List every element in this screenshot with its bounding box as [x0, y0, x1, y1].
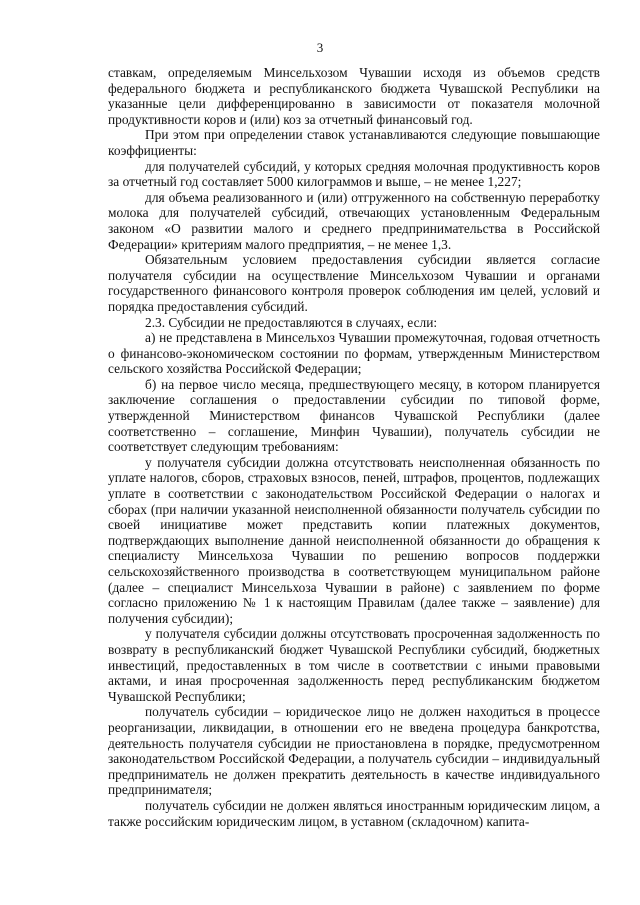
body-text — [108, 65, 600, 829]
paragraph-overdue-debt: у получателя субсидии должны отсутствовать просроченная задолженность по возврату в республиканский бюджет Чувашской Республики субсидий, бюджетных инвестиций, предоставленных в том числе в соответствии с иными правовыми актами, и иная просроченная задолженность перед республиканским бюджетом Чувашской Республики; — [108, 626, 600, 704]
paragraph-section-2-3: 2.3. Субсидии не предоставляются в случаях, если: — [145, 314, 438, 330]
paragraph-foreign-entity: получатель субсидии не должен являться иностранным юридическим лицом, а также российским юридическим лицом, в уставном (складочном) капита- — [108, 797, 600, 829]
page-number: 3 — [316, 40, 324, 55]
paragraph-coefficient-small-business: для объема реализованного и (или) отгруженного на собственную переработку молока для получателей субсидий, отвечающих установленным Федеральным законом «О развитии малого и среднего предпринимательства в Российской Федерации» критериям малого предприятия, – не менее 1,3. — [108, 189, 600, 252]
paragraph-tax-obligation: у получателя субсидии должна отсутствовать неисполненная обязанность по уплате налогов, сборов, страховых взносов, пеней, штрафов, процентов, подлежащих уплате в соответствии с законодательством Российской Федерации о налогах и сборах (при наличии указанной неисполненной обязанности получатель субсидии по своей инициативе может представить копии платежных документов, подтверждающих выполнение данной неисполненной обязанности до обращения к специалисту Минсельхоза Чувашии по решению вопросов поддержки сельскохозяйственного производства в соответствующем муниципальном районе (далее – специалист Минсельхоза Чувашии в районе) с заявлением по форме согласно приложению № 1 к настоящим Правилам (далее также – заявление) для получения субсидии); — [108, 454, 600, 626]
paragraph-item-a: а) не представлена в Минсельхоз Чувашии промежуточная, годовая отчетность о финансово-экономическом состоянии по формам, утвержденным Министерством сельского хозяйства Российской Федерации; — [108, 330, 600, 377]
paragraph-reorganization: получатель субсидии – юридическое лицо не должен находиться в процессе реорганизации, ликвидации, в отношении его не введена процедура банкротства, деятельность получателя субсидии не приостановлена в порядке, предусмотренном законодательством Российской Федерации, а получатель субсидии – индивидуальный предприниматель не должен прекратить деятельность в качестве индивидуального предпринимателя; — [108, 704, 600, 798]
paragraph-mandatory-condition: Обязательным условием предоставления субсидии является согласие получателя субсидии на осуществление Минсельхозом Чувашии и органами государственного финансового контроля проверок соблюдения им целей, условий и порядка предоставления субсидий. — [108, 252, 600, 314]
paragraph-rate-basis: ставкам, определяемым Минсельхозом Чувашии исходя из объемов средств федерального бюджета и республиканского бюджета Чувашской Республики на указанные цели дифференцированно в зависимости от показателя молочной продуктивности коров и (или) коз за отчетный финансовый год. — [108, 65, 600, 127]
paragraph-coefficients-intro: При этом при определении ставок устанавливаются следующие повышающие коэффициенты: — [108, 127, 600, 158]
paragraph-coefficient-productivity: для получателей субсидий, у которых средняя молочная продуктивность коров за отчетный год составляет 5000 килограммов и выше, – не менее 1,227; — [108, 158, 600, 190]
paragraph-item-b: б) на первое число месяца, предшествующего месяцу, в котором планируется заключение соглашения о предоставлении субсидии по типовой форме, утвержденной Министерством финансов Чувашской Республики (далее соответственно – соглашение, Минфин Чувашии), получатель субсидии не соответствует следующим требованиям: — [108, 376, 600, 455]
